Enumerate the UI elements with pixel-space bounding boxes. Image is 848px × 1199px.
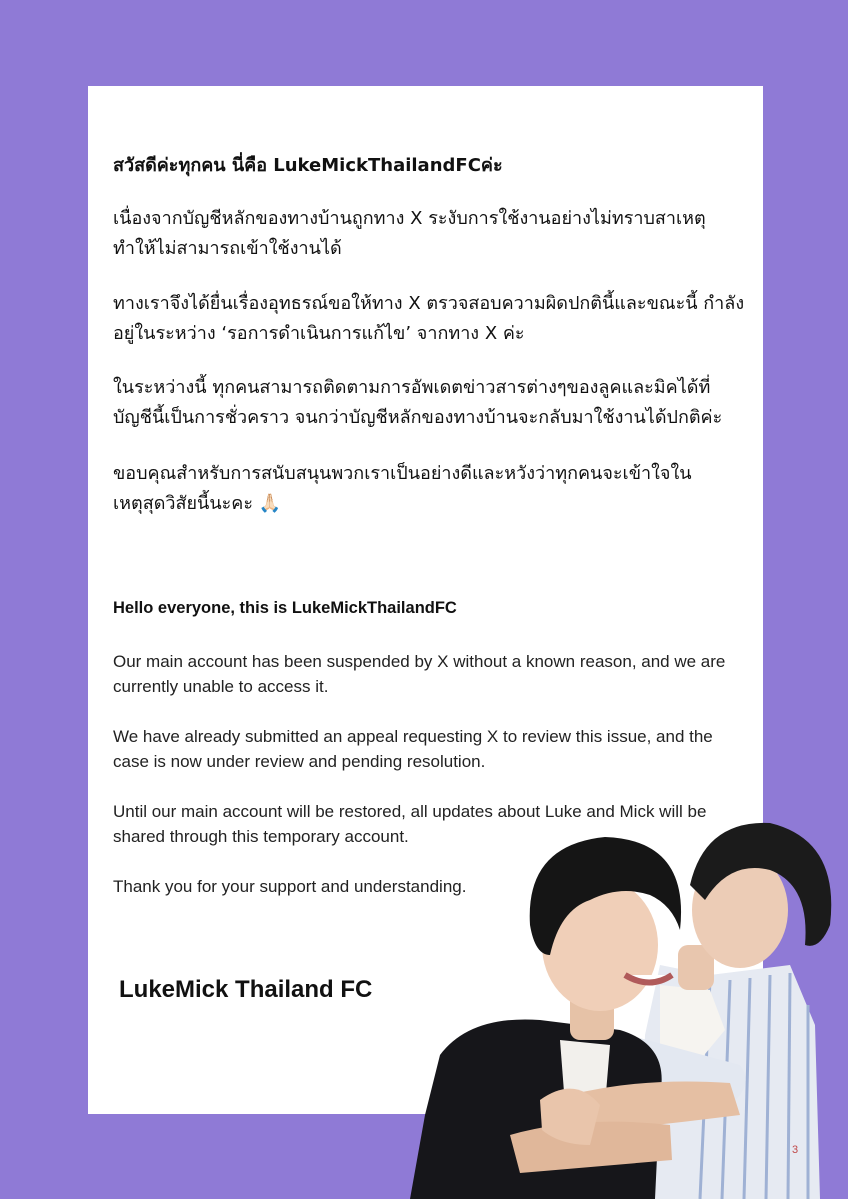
signature: LukeMick Thailand FC [119,976,373,1003]
thai-paragraph-suspension: เนื่องจากบัญชีหลักของทางบ้านถูกทาง X ระงับการใช้งานอย่างไม่ทราบสาเหตุ ทำให้ไม่สามารถเข้าใช้งานได้ [113,208,706,259]
english-paragraph-thanks: Thank you for your support and understanding. [113,877,467,896]
english-paragraph-suspension: Our main account has been suspended by X without a known reason, and we are currently unable to access it. [113,652,726,696]
page-number: 3 [792,1144,799,1156]
english-greeting-title: Hello everyone, this is LukeMickThailandFC [113,599,457,617]
english-paragraph-temporary-account: Until our main account will be restored, all updates about Luke and Mick will be shared through this temporary account. [113,802,707,846]
two-young-men-hugging-photo [410,815,848,1199]
english-paragraph-appeal: We have already submitted an appeal requesting X to review this issue, and the case is now under review and pending resolution. [113,727,713,771]
thai-greeting-title: สวัสดีค่ะทุกคน นี่คือ LukeMickThailandFCค่ะ [113,155,503,176]
thai-paragraph-temporary-account: ในระหว่างนี้ ทุกคนสามารถติดตามการอัพเดตข่าวสารต่างๆของลูคและมิคได้ที่ บัญชีนี้เป็นการชั่วคราว จนกว่าบัญชีหลักของทางบ้านจะกลับมาใช้งานได้ปกติค่ะ [113,377,723,428]
thai-paragraph-appeal: ทางเราจึงได้ยื่นเรื่องอุทธรณ์ขอให้ทาง X ตรวจสอบความผิดปกตินี้และขณะนี้ กำลังอยู่ในระหว่าง ‘รอการดำเนินการแก้ไข’ จากทาง X ค่ะ [113,293,745,344]
thai-paragraph-thanks: ขอบคุณสำหรับการสนับสนุนพวกเราเป็นอย่างดีและหวังว่าทุกคนจะเข้าใจใน เหตุสุดวิสัยนี้นะคะ 🙏🏻 [113,463,692,514]
